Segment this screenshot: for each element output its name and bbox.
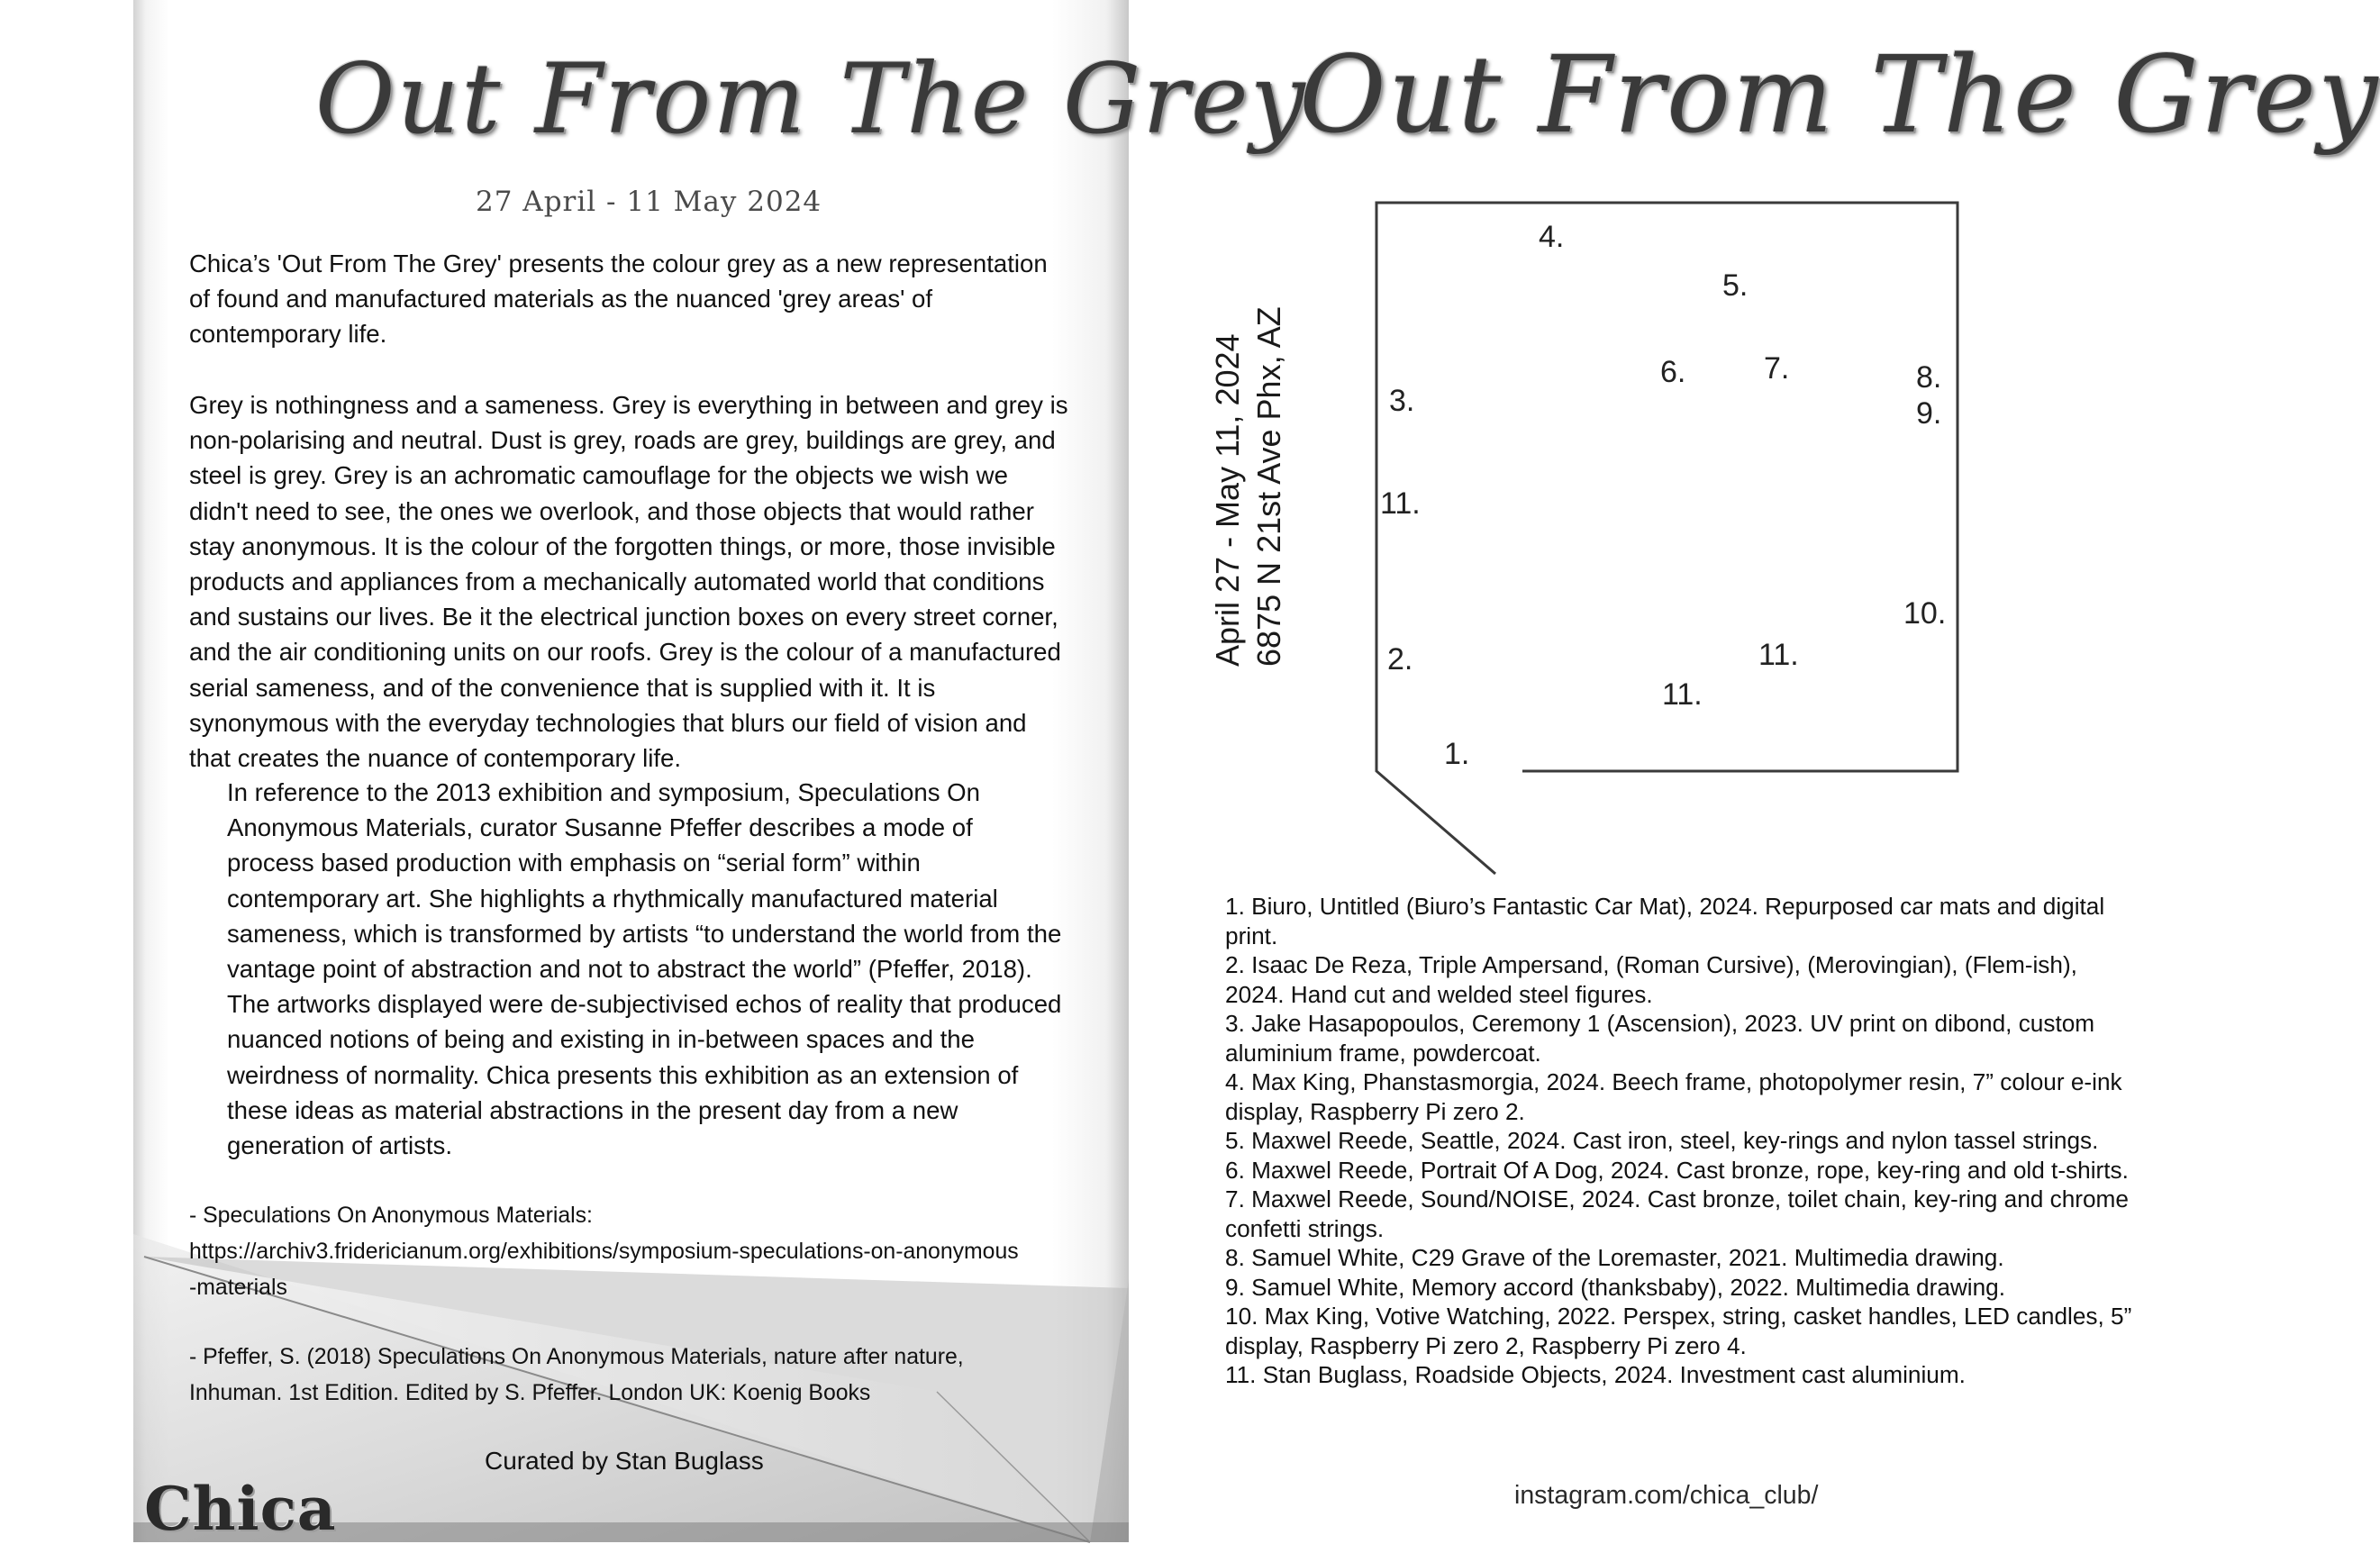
exhibition-dates: 27 April - 11 May 2024: [476, 186, 822, 218]
plan-label-2: 2.: [1387, 642, 1413, 677]
reference-1-url-cont[interactable]: -materials: [189, 1276, 287, 1300]
vertical-date: April 27 - May 11, 2024: [1209, 333, 1246, 667]
vertical-venue-info: [1207, 252, 1306, 667]
intro-paragraph: Chica’s 'Out From The Grey' presents the colour grey as a new representation of found and manufactured materials as the nuanced 'grey areas' of contemporary life.: [189, 250, 1048, 349]
plan-label-4: 4.: [1539, 220, 1565, 254]
plan-label-8: 8.: [1916, 360, 1942, 395]
vertical-address: 6875 N 21st Ave Phx, AZ: [1250, 306, 1287, 667]
reference-1-title: - Speculations On Anonymous Materials:: [189, 1203, 593, 1228]
right-title: Out From The Grey: [1299, 32, 2380, 157]
chica-logo: Chica: [144, 1474, 337, 1544]
artwork-item-11: 11. Stan Buglass, Roadside Objects, 2024. Investment cast aluminium.: [1225, 1361, 1966, 1388]
plan-label-9: 9.: [1916, 396, 1942, 431]
artwork-item-2: 2. Isaac De Reza, Triple Ampersand, (Roman Cursive), (Merovingian), (Flem-ish), 2024. Hand cut and welded steel figures.: [1225, 951, 2077, 1008]
artwork-item-9: 9. Samuel White, Memory accord (thanksbaby), 2022. Multimedia drawing.: [1225, 1273, 2006, 1301]
instagram-link[interactable]: instagram.com/chica_club/: [1514, 1481, 1819, 1510]
plan-label-3: 3.: [1389, 384, 1415, 418]
artwork-item-10: 10. Max King, Votive Watching, 2022. Perspex, string, casket handles, LED candles, 5” display, Raspberry Pi zero 2, Raspberry Pi zero 4.: [1225, 1303, 2132, 1359]
plan-label-11-center: 11.: [1662, 677, 1703, 712]
artwork-item-3: 3. Jake Hasapopoulos, Ceremony 1 (Ascension), 2023. UV print on dibond, custom aluminium frame, powdercoat.: [1225, 1010, 2095, 1067]
plan-label-11-right: 11.: [1758, 638, 1799, 672]
left-title: Out From The Grey: [315, 43, 1307, 156]
plan-label-10: 10.: [1903, 596, 1947, 631]
reference-2-line-2: Inhuman. 1st Edition. Edited by S. Pfeffer. London UK: Koenig Books: [189, 1381, 871, 1405]
floor-plan-outline: [1351, 180, 2000, 892]
reference-2-line-1: - Pfeffer, S. (2018) Speculations On Anonymous Materials, nature after nature,: [189, 1345, 964, 1369]
reference-2: [189, 1340, 1081, 1412]
artwork-item-6: 6. Maxwel Reede, Portrait Of A Dog, 2024. Cast bronze, rope, key-ring and old t-shirts.: [1225, 1156, 2129, 1184]
plan-label-11-left: 11.: [1380, 486, 1421, 521]
artwork-item-8: 8. Samuel White, C29 Grave of the Loremaster, 2021. Multimedia drawing.: [1225, 1244, 2004, 1271]
curator-credit: Curated by Stan Buglass: [485, 1447, 764, 1475]
plan-label-7: 7.: [1764, 351, 1790, 386]
reference-1-url[interactable]: https://archiv3.fridericianum.org/exhibitions/symposium-speculations-on-anonymous: [189, 1240, 1019, 1264]
artwork-list: [1225, 892, 2135, 1390]
reference-1: [189, 1198, 1081, 1306]
plan-label-1: 1.: [1444, 737, 1470, 771]
plan-label-5: 5.: [1722, 268, 1749, 303]
reference-paragraph: In reference to the 2013 exhibition and symposium, Speculations On Anonymous Materials, curator Susanne Pfeffer describes a mode of process based production with emphasis on “serial form” within contemporary art. She highlights a rhythmically manufactured material sameness, which is transformed by artists “to understand the world from the vantage point of abstraction and not to abstract the world” (Pfeffer, 2018). The artworks displayed were de-subjectivised echos of reality that produced nuanced notions of being and existing in in-between spaces and the weirdness of normality. Chica presents this exhibition as an extension of these ideas as material abstractions in the present day from a new generation of artists.: [227, 778, 1062, 1160]
artwork-item-1: 1. Biuro, Untitled (Biuro’s Fantastic Car Mat), 2024. Repurposed car mats and digital print.: [1225, 893, 2105, 949]
plan-label-6: 6.: [1660, 355, 1686, 389]
artwork-item-7: 7. Maxwel Reede, Sound/NOISE, 2024. Cast bronze, toilet chain, key-ring and chrome confetti strings.: [1225, 1185, 2129, 1242]
artwork-item-4: 4. Max King, Phanstasmorgia, 2024. Beech frame, photopolymer resin, 7” colour e-ink display, Raspberry Pi zero 2.: [1225, 1068, 2122, 1125]
artwork-item-5: 5. Maxwel Reede, Seattle, 2024. Cast iron, steel, key-rings and nylon tassel strings.: [1225, 1127, 2099, 1154]
grey-paragraph: Grey is nothingness and a sameness. Grey is everything in between and grey is non-polarising and neutral. Dust is grey, roads are grey, buildings are grey, and steel is grey. Grey is an achromatic camouflage for the objects we wish we didn't need to see, the ones we overlook, and those objects that would rather stay anonymous. It is the colour of the forgotten things, or more, those invisible products and appliances from a mechanically automated world that conditions and sustains our lives. Be it the electrical junction boxes on every street corner, and the air conditioning units on our roofs. Grey is the colour of a manufactured serial sameness, and of the convenience that is supplied with it. It is synonymous with the everyday technologies that blurs our field of vision and that creates the nuance of contemporary life.: [189, 391, 1068, 773]
